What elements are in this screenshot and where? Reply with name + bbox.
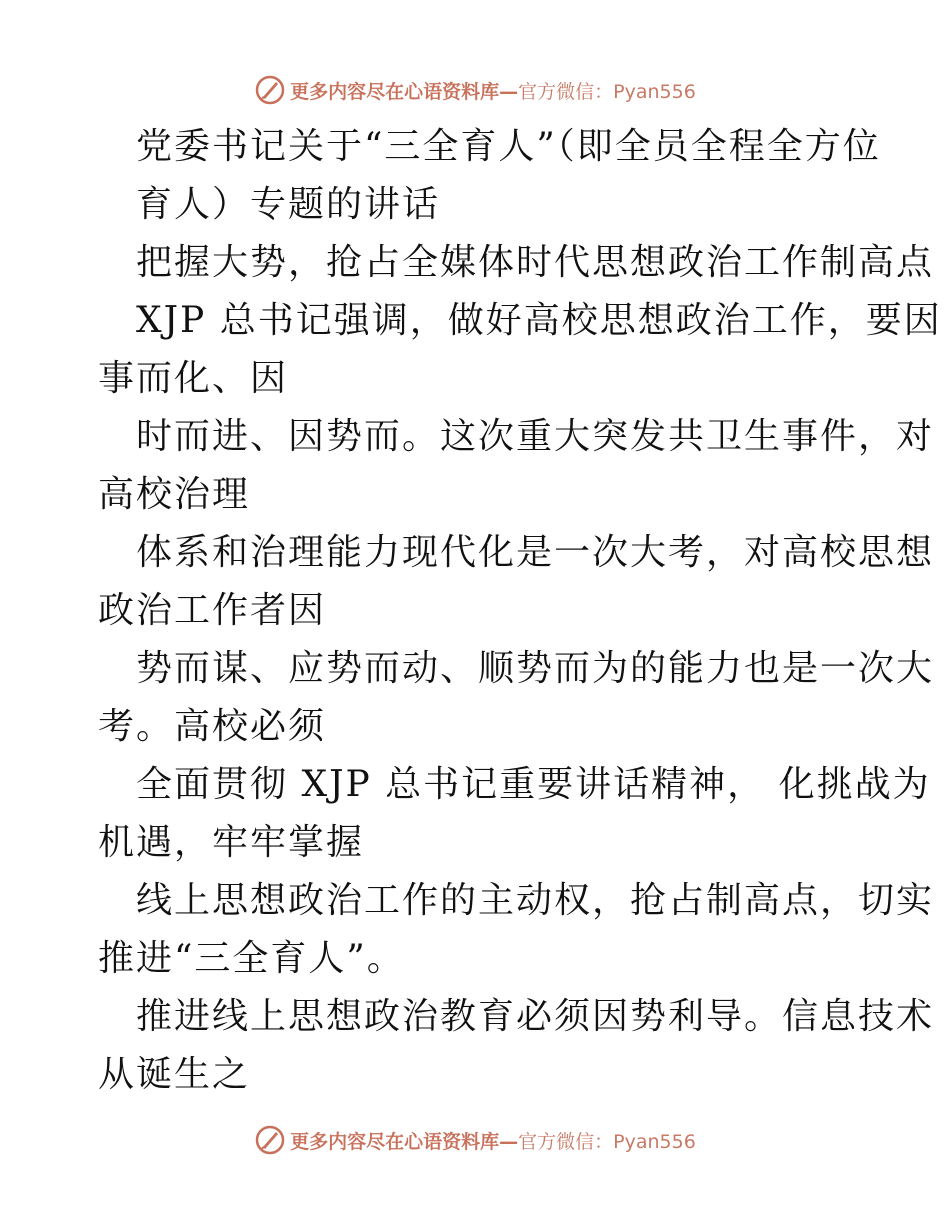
text-line: 党委书记关于“三全育人”（即全员全程全方位 [136,126,881,167]
text-line: 事而化、因 [98,358,289,399]
text-line: 政治工作者因 [98,590,327,631]
header-watermark [0,73,950,107]
text-line: 线上思想政治工作的主动权，抢占制高点，切实 [136,880,935,921]
watermark-text: 更多内容尽在心语资料库—官方微信：Pyan556 [290,80,696,103]
document-body [98,118,942,1104]
text-line: 体系和治理能力现代化是一次大考，对高校思想 [136,532,935,573]
text-line: 势而谋、应势而动、顺势而为的能力也是一次大 [136,648,935,689]
text-line: 推进“三全育人”。 [98,938,405,979]
feather-pen-logo-icon [254,74,286,106]
footer-watermark [0,1123,950,1157]
text-line: 机遇，牢牢掌握 [98,822,365,863]
text-line: 把握大势，抢占全媒体时代思想政治工作制高点 [136,242,935,283]
text-line: 从诞生之 [98,1054,251,1095]
watermark-text: 更多内容尽在心语资料库—官方微信：Pyan556 [290,1130,696,1153]
feather-pen-logo-icon [254,1124,286,1156]
text-line: 考。高校必须 [98,706,327,747]
text-line: XJP 总书记强调，做好高校思想政治工作，要因 [136,300,942,341]
text-line: 全面贯彻 XJP 总书记重要讲话精神， 化挑战为 [136,764,931,805]
text-line: 时而进、因势而。这次重大突发共卫生事件，对 [136,416,935,457]
text-line: 推进线上思想政治教育必须因势利导。信息技术 [136,996,935,1037]
text-line: 育人）专题的讲话 [136,184,441,225]
text-line: 高校治理 [98,474,251,515]
